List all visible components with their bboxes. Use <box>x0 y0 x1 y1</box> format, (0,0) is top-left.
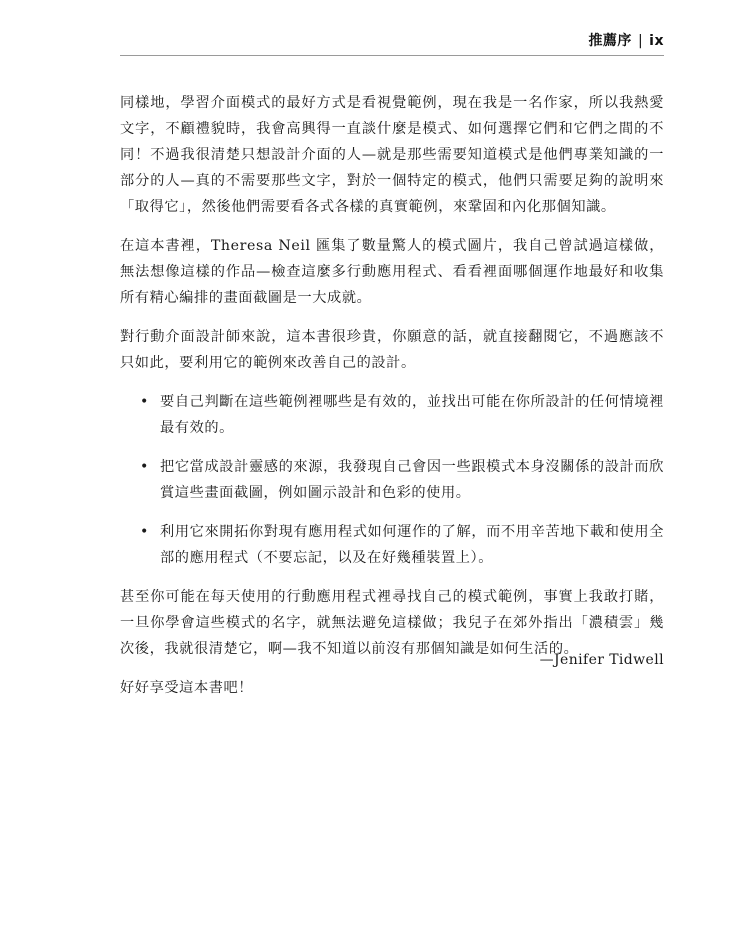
header-separator: | <box>637 33 644 49</box>
list-item-text: 利用它來開拓你對現有應用程式如何運作的了解，而不用辛苦地下載和使用全部的應用程式（不要忘記，以及在好幾種裝置上）。 <box>160 524 664 566</box>
section-title: 推薦序 <box>588 33 632 49</box>
running-head <box>588 30 664 50</box>
bullet-marker: • <box>140 394 149 410</box>
paragraph: 對行動介面設計師來說，這本書很珍貴，你願意的話，就直接翻閱它，不過應該不只如此，要利用它的範例來改善自己的設計。 <box>120 329 664 371</box>
header-rule <box>120 55 664 56</box>
bullet-marker: • <box>140 524 149 540</box>
paragraph: 好好享受這本書吧！ <box>120 680 254 696</box>
list-item <box>120 454 664 506</box>
list-item <box>120 519 664 571</box>
bullet-list <box>120 389 664 571</box>
paragraph: 在這本書裡，Theresa Neil 匯集了數量驚人的模式圖片，我自己曾試過這樣做，無法想像這樣的作品—檢查這麼多行動應用程式、看看裡面哪個運作地最好和收集所有精心編排的畫面截圖是一大成就。 <box>120 238 664 306</box>
list-item-text: 把它當成設計靈感的來源，我發現自己會因一些跟模式本身沒關係的設計而欣賞這些畫面截圖，例如圖示設計和色彩的使用。 <box>160 459 664 501</box>
body-text <box>120 90 664 714</box>
paragraph: 同樣地，學習介面模式的最好方式是看視覺範例，現在我是一名作家，所以我熱愛文字，不顧禮貌時，我會高興得一直談什麼是模式、如何選擇它們和它們之間的不同！不過我很清楚只想設計介面的人—就是那些需要知道模式是他們專業知識的一部分的人—真的不需要那些文字，對於一個特定的模式，他們只需要足夠的說明來「取得它」，然後他們需要看各式各樣的真實範例，來鞏固和內化那個知識。 <box>120 95 664 215</box>
list-item-text: 要自己判斷在這些範例裡哪些是有效的，並找出可能在你所設計的任何情境裡最有效的。 <box>160 394 664 436</box>
author-signature: —Jenifer Tidwell <box>539 652 664 668</box>
paragraph: 甚至你可能在每天使用的行動應用程式裡尋找自己的模式範例，事實上我敢打賭，一旦你學會這些模式的名字，就無法避免這樣做；我兒子在郊外指出「濃積雲」幾次後，我就很清楚它，啊—我不知道以前沒有那個知識是如何生活的。 <box>120 589 664 657</box>
list-item <box>120 389 664 441</box>
page-number: ix <box>649 33 664 49</box>
bullet-marker: • <box>140 459 149 475</box>
